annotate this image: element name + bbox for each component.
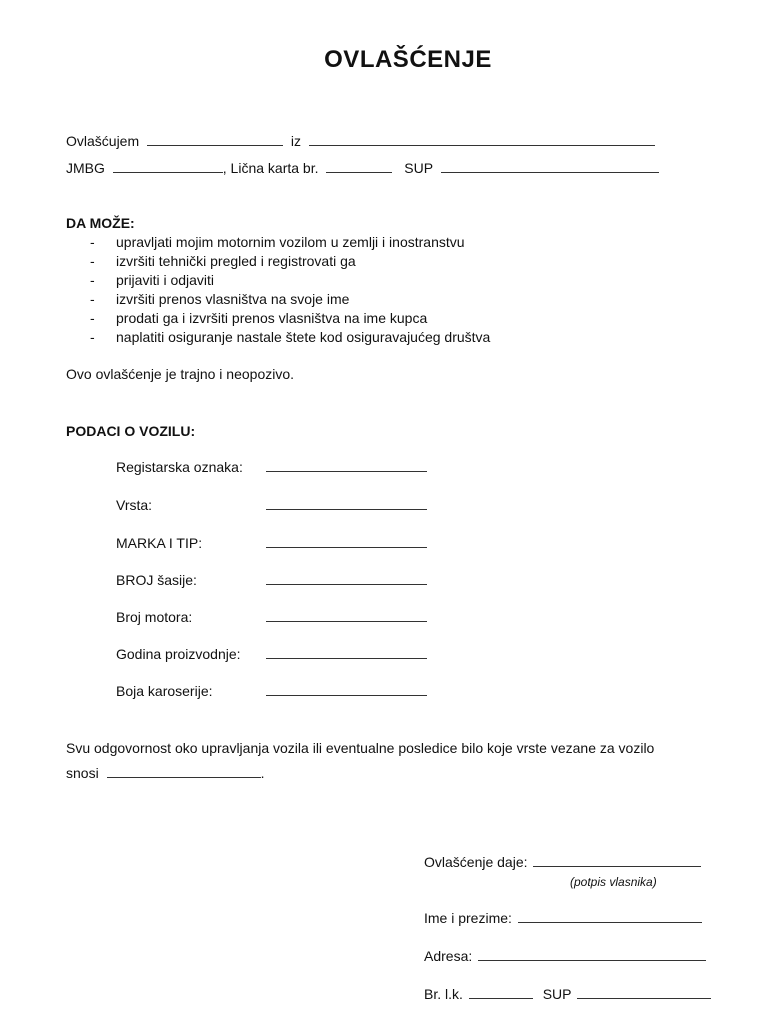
address-blank[interactable] <box>478 959 706 961</box>
authorize-row <box>66 133 655 149</box>
owner-signature-blank[interactable] <box>533 865 701 867</box>
list-item-text: izvršiti tehnički pregled i registrovati ga <box>116 253 356 269</box>
address-label: Adresa: <box>424 948 473 964</box>
field-blank[interactable] <box>266 508 427 510</box>
given-by-label: Ovlašćenje daje: <box>424 854 528 870</box>
document-title: OVLAŠĆENJE <box>324 46 492 73</box>
field-blank[interactable] <box>266 620 427 622</box>
sup-blank[interactable] <box>441 171 659 173</box>
permissions-list <box>90 233 490 347</box>
vehicle-field-year <box>116 646 427 662</box>
list-item <box>90 233 490 252</box>
field-label: MARKA I TIP: <box>116 535 203 551</box>
list-item-text: upravljati mojim motornim vozilom u zemlji i inostranstvu <box>116 234 465 250</box>
given-by-row <box>424 854 701 870</box>
list-bullet: - <box>90 329 95 345</box>
responsible-party-blank[interactable] <box>107 776 261 778</box>
list-bullet: - <box>90 253 95 269</box>
list-item <box>90 252 490 271</box>
sup-label: SUP <box>404 160 433 176</box>
permanence-note: Ovo ovlašćenje je trajno i neopozivo. <box>66 366 295 382</box>
address-row <box>424 948 706 964</box>
field-label: Boja karoserije: <box>116 683 213 699</box>
responsibility-suffix: . <box>260 765 265 781</box>
jmbg-label: JMBG <box>66 160 105 176</box>
permissions-heading: DA MOŽE: <box>66 215 135 231</box>
vehicle-field-engine <box>116 609 427 625</box>
authorize-label: Ovlašćujem <box>66 133 140 149</box>
field-label: Godina proizvodnje: <box>116 646 241 662</box>
field-blank[interactable] <box>266 657 427 659</box>
jmbg-blank[interactable] <box>113 171 223 173</box>
field-label: Registarska oznaka: <box>116 459 243 475</box>
vehicle-field-color <box>116 683 427 699</box>
list-item-text: prodati ga i izvršiti prenos vlasništva na ime kupca <box>116 310 428 326</box>
responsibility-prefix: snosi <box>66 765 99 781</box>
field-blank[interactable] <box>266 583 427 585</box>
list-bullet: - <box>90 310 95 326</box>
vehicle-field-make-model <box>116 535 427 551</box>
field-label: BROJ šasije: <box>116 572 197 588</box>
list-item <box>90 271 490 290</box>
field-blank[interactable] <box>266 694 427 696</box>
field-blank[interactable] <box>266 546 427 548</box>
signature-sup-blank[interactable] <box>577 997 711 999</box>
signature-sup-label: SUP <box>542 986 572 1002</box>
id-card-number-blank[interactable] <box>326 171 392 173</box>
field-label: Broj motora: <box>116 609 193 625</box>
from-label: iz <box>290 133 302 149</box>
id-sup-row <box>424 986 711 1002</box>
vehicle-field-registration <box>116 459 427 475</box>
list-item <box>90 309 490 328</box>
authorized-person-blank[interactable] <box>147 144 283 146</box>
from-place-blank[interactable] <box>309 144 655 146</box>
id-number-blank[interactable] <box>469 997 533 999</box>
list-item <box>90 328 490 347</box>
id-card-label: , Lična karta br. <box>222 160 319 176</box>
list-item-text: prijaviti i odjaviti <box>116 272 215 288</box>
list-item-text: izvršiti prenos vlasništva na svoje ime <box>116 291 350 307</box>
name-label: Ime i prezime: <box>424 910 512 926</box>
field-label: Vrsta: <box>116 497 153 513</box>
responsibility-line-2 <box>66 765 264 781</box>
list-bullet: - <box>90 234 95 250</box>
vehicle-heading: PODACI O VOZILU: <box>66 423 196 439</box>
id-number-label: Br. l.k. <box>424 986 463 1002</box>
name-row <box>424 910 702 926</box>
owner-signature-caption: (potpis vlasnika) <box>570 875 657 889</box>
responsibility-line-1: Svu odgovornost oko upravljanja vozila ili eventualne posledice bilo koje vrste vezane za vozilo <box>66 740 655 756</box>
id-row <box>66 160 659 176</box>
list-bullet: - <box>90 291 95 307</box>
list-bullet: - <box>90 272 95 288</box>
vehicle-field-chassis <box>116 572 427 588</box>
name-blank[interactable] <box>518 921 702 923</box>
vehicle-field-type <box>116 497 427 513</box>
list-item <box>90 290 490 309</box>
list-item-text: naplatiti osiguranje nastale štete kod osiguravajućeg društva <box>116 329 491 345</box>
field-blank[interactable] <box>266 470 427 472</box>
